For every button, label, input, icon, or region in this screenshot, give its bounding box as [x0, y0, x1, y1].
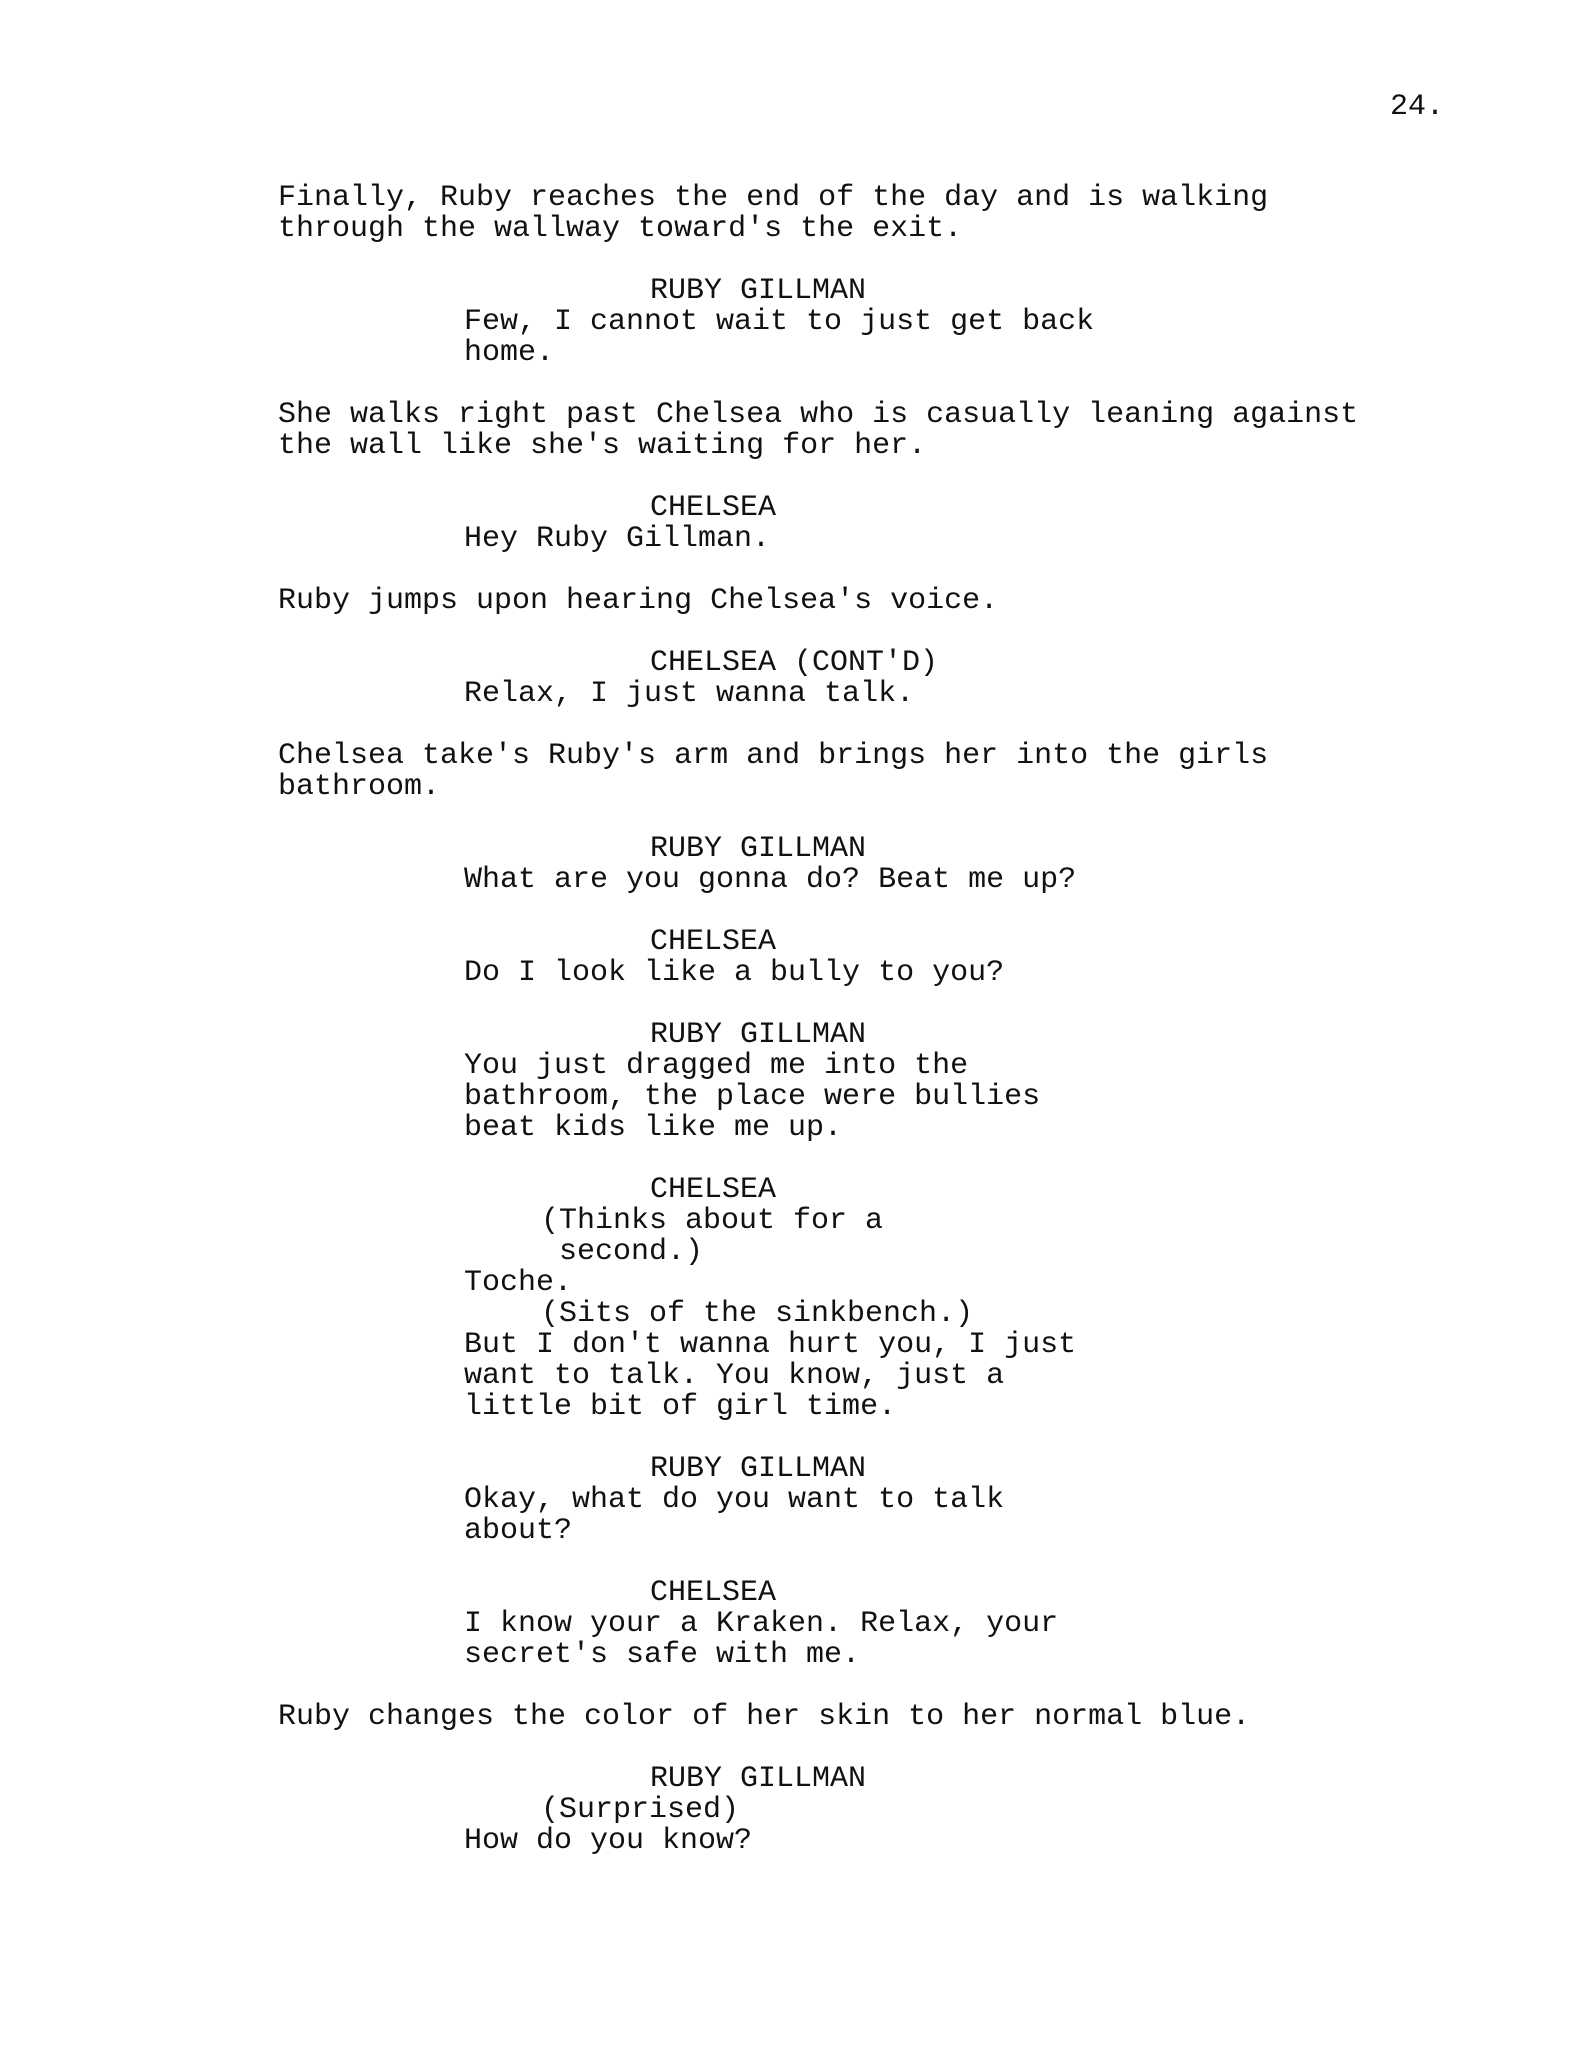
dialogue-block: [278, 865, 1378, 896]
dialogue-line: What are you gonna do? Beat me up?: [464, 863, 1077, 897]
character-name: RUBY GILLMAN: [650, 1452, 867, 1486]
dialogue-block: [278, 524, 1378, 555]
dialogue-block: [278, 1051, 1378, 1144]
dialogue-line: Relax, I just wanna talk.: [464, 677, 915, 711]
character-name: RUBY GILLMAN: [650, 274, 867, 308]
character-cue: [278, 1764, 1378, 1795]
dialogue-line: home.: [464, 336, 555, 370]
dialogue-line: You just dragged me into the: [464, 1049, 969, 1083]
screenplay-body: [278, 183, 1378, 1857]
parenthetical-block: [278, 1206, 1378, 1268]
action-line: Finally, Ruby reaches the end of the day and is walking: [278, 181, 1269, 215]
action-line: She walks right past Chelsea who is casually leaning against: [278, 398, 1359, 432]
dialogue-line: about?: [464, 1514, 573, 1548]
action-block: [278, 400, 1378, 462]
dialogue-line: Do I look like a bully to you?: [464, 956, 1005, 990]
action-line: Ruby jumps upon hearing Chelsea's voice.: [278, 584, 999, 618]
dialogue-line: Toche.: [464, 1266, 573, 1300]
character-cue: [278, 1175, 1378, 1206]
parenthetical-line: second.): [559, 1235, 704, 1269]
dialogue-line: bathroom, the place were bullies: [464, 1080, 1041, 1114]
dialogue-line: beat kids like me up.: [464, 1111, 843, 1145]
page-number: 24.: [1390, 90, 1445, 124]
action-block: [278, 1702, 1378, 1733]
character-cue: [278, 493, 1378, 524]
dialogue-line: I know your a Kraken. Relax, your: [464, 1607, 1059, 1641]
character-cue: [278, 834, 1378, 865]
character-cue: [278, 1454, 1378, 1485]
dialogue-line: Few, I cannot wait to just get back: [464, 305, 1095, 339]
action-block: [278, 741, 1378, 803]
character-name: CHELSEA: [650, 1576, 777, 1610]
character-name: CHELSEA (CONT'D): [650, 646, 939, 680]
dialogue-block: [278, 679, 1378, 710]
dialogue-line: But I don't wanna hurt you, I just: [464, 1328, 1077, 1362]
action-line: through the wallway toward's the exit.: [278, 212, 963, 246]
dialogue-block: [278, 307, 1378, 369]
character-cue: [278, 1578, 1378, 1609]
character-name: RUBY GILLMAN: [650, 1762, 867, 1796]
parenthetical-block: [278, 1795, 1378, 1826]
dialogue-line: Okay, what do you want to talk: [464, 1483, 1005, 1517]
dialogue-block: [278, 1330, 1378, 1423]
dialogue-block: [278, 1485, 1378, 1547]
action-line: Ruby changes the color of her skin to her normal blue.: [278, 1700, 1251, 1734]
character-name: CHELSEA: [650, 925, 777, 959]
parenthetical-line: (Thinks about for a: [541, 1204, 884, 1238]
character-cue: [278, 648, 1378, 679]
parenthetical-line: (Sits of the sinkbench.): [541, 1297, 974, 1331]
character-cue: [278, 1020, 1378, 1051]
dialogue-line: How do you know?: [464, 1824, 753, 1858]
dialogue-block: [278, 1268, 1378, 1299]
action-line: bathroom.: [278, 770, 441, 804]
character-cue: [278, 276, 1378, 307]
character-name: RUBY GILLMAN: [650, 832, 867, 866]
dialogue-block: [278, 1826, 1378, 1857]
character-name: CHELSEA: [650, 491, 777, 525]
parenthetical-block: [278, 1299, 1378, 1330]
action-line: Chelsea take's Ruby's arm and brings her into the girls: [278, 739, 1269, 773]
dialogue-line: Hey Ruby Gillman.: [464, 522, 771, 556]
parenthetical-line: (Surprised): [541, 1793, 740, 1827]
dialogue-line: little bit of girl time.: [464, 1390, 897, 1424]
action-line: the wall like she's waiting for her.: [278, 429, 927, 463]
character-name: RUBY GILLMAN: [650, 1018, 867, 1052]
dialogue-block: [278, 958, 1378, 989]
action-block: [278, 586, 1378, 617]
character-name: CHELSEA: [650, 1173, 777, 1207]
character-cue: [278, 927, 1378, 958]
dialogue-line: want to talk. You know, just a: [464, 1359, 1005, 1393]
action-block: [278, 183, 1378, 245]
dialogue-block: [278, 1609, 1378, 1671]
dialogue-line: secret's safe with me.: [464, 1638, 861, 1672]
